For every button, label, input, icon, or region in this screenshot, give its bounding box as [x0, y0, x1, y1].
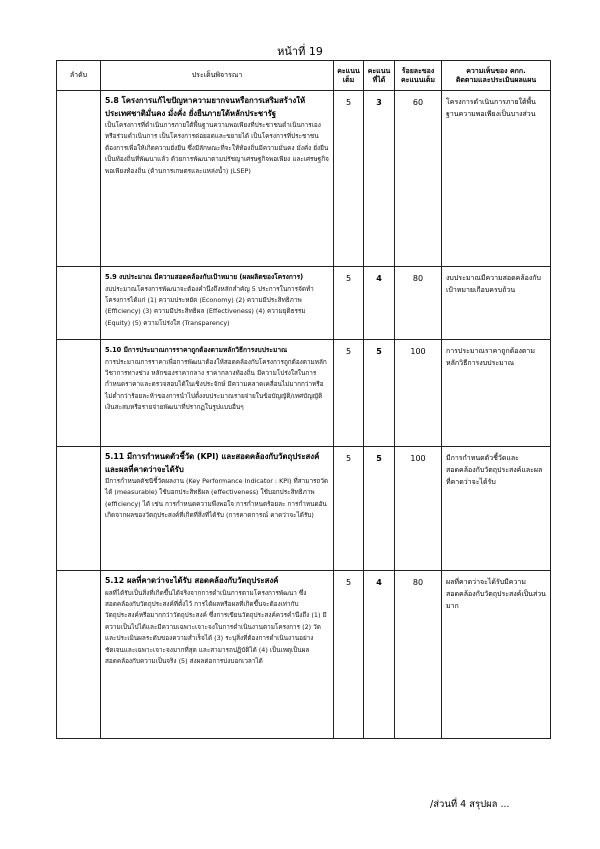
- row-issue: [101, 571, 334, 739]
- row-comment: ผลที่คาดว่าจะได้รับมีความสอดคล้องกับวัตถุประสงค์เป็นส่วนมาก: [442, 571, 551, 739]
- table-row: [57, 91, 551, 267]
- row-full-score: 5: [334, 447, 364, 571]
- page-number: หน้าที่ 19: [277, 45, 323, 58]
- header-order: ลำดับ: [57, 61, 101, 91]
- row-full-score: 5: [334, 91, 364, 267]
- table-row: [57, 571, 551, 739]
- row-comment: การประมาณราคาถูกต้องตามหลักวิธีการงบประมาณ: [442, 340, 551, 447]
- item-body: เป็นโครงการที่ดำเนินการภายใต้พื้นฐานความพอเพียงที่ประชาชนดำเนินการเองหรือร่วมดำเนินการ เป็นโครงการต่อยอดและขยายได้ เป็นโครงการที่ประชาชนต้องการเพื่อให้เกิดความยั่งยืน ซึ่งมีลักษณะที่จะให้ท้องถิ่นมีความมั่นคง มั่งคั่ง ยั่งยืน เป็นท้องถิ่นที่พัฒนาแล้ว ด้วยการพัฒนาตามปรัชญาเศรษฐกิจพอเพียง และเศรษฐกิจพอเพียงท้องถิ่น (ด้านการเกษตรและแหล่งน้ำ) (LSEP): [105, 121, 329, 175]
- row-percent: 100: [395, 447, 442, 571]
- row-full-score: 5: [334, 571, 364, 739]
- row-percent: 80: [395, 267, 442, 340]
- row-full-score: 5: [334, 267, 364, 340]
- row-percent: 100: [395, 340, 442, 447]
- continuation-note: /ส่วนที่ 4 สรุปผล ...: [430, 799, 510, 810]
- row-issue: [101, 267, 334, 340]
- row-score: 3: [364, 91, 395, 267]
- row-order: [57, 447, 101, 571]
- item-body: มีการกำหนดดัชนีชี้วัดผลงาน (Key Performance Indicator : KPI) ที่สามารถวัดได้ (measurable) ใช้บอกประสิทธิผล (effectiveness) ใช้บอกประสิทธิภาพ (efficiency) ได้ เช่น การกำหนดความพึงพอใจ การกำหนดร้อยละ การกำหนดอันเกิดจากผลของวัตถุประสงค์ที่เกิดที่สิ่งที่ได้รับ (การคาดการณ์ คาดว่าจะได้รับ): [105, 477, 329, 520]
- row-score: 4: [364, 571, 395, 739]
- row-score: 5: [364, 340, 395, 447]
- evaluation-table: [56, 60, 551, 739]
- row-issue: [101, 340, 334, 447]
- row-issue: [101, 91, 334, 267]
- item-title: 5.10 มีการประมาณการราคาถูกต้องตามหลักวิธีการงบประมาณ: [105, 346, 288, 354]
- row-score: 5: [364, 447, 395, 571]
- table-header-row: [57, 61, 551, 91]
- row-comment: โครงการดำเนินการภายใต้พื้นฐานความพอเพียงเป็นบางส่วน: [442, 91, 551, 267]
- row-order: [57, 340, 101, 447]
- row-order: [57, 91, 101, 267]
- item-body: การประมาณการราคาเพื่อการพัฒนาต้องให้สอดคล้องกับโครงการถูกต้องตามหลักวิชาการทางช่าง หลักของราคากลาง ราคากลางท้องถิ่น มีความโปร่งใสในการกำหนดราคาและตรวจสอบได้ในเชิงประจักษ์ มีความคลาดเคลื่อนไม่มากกว่าหรือไม่ต่ำกว่าร้อยละห้าของการนำไปตั้งงบประมาณรายจ่ายในข้อบัญญัติ/เทศบัญญัติ เงินสะสมหรือรายจ่ายพัฒนาที่ปรากฏในรูปแบบอื่นๆ: [105, 357, 327, 412]
- item-body: งบประมาณโครงการพัฒนาจะต้องคำนึงถึงหลักสำคัญ 5 ประการในการจัดทำโครงการได้แก่ (1) ความประหยัด (Economy) (2) ความมีประสิทธิภาพ (Efficiency) (3) ความมีประสิทธิผล (Effectiveness) (4) ความยุติธรรม (Equity) (5) ความโปร่งใส (Transparency): [105, 284, 314, 327]
- row-percent: 60: [395, 91, 442, 267]
- item-title: 5.8 โครงการแก้ไขปัญหาความยากจนหรือการเสริมสร้างให้ประเทศชาติมั่นคง มั่งคั่ง ยั่งยืนภายใต้หลักประชารัฐ: [105, 96, 306, 118]
- row-issue: [101, 447, 334, 571]
- header-percent: ร้อยละของ คะแนนเต็ม: [395, 61, 442, 91]
- row-full-score: 5: [334, 340, 364, 447]
- row-order: [57, 267, 101, 340]
- row-comment: มีการกำหนดตัวชี้วัดและสอดคล้องกับวัตถุประสงค์และผลที่คาดว่าจะได้รับ: [442, 447, 551, 571]
- header-issue: ประเด็นพิจารณา: [101, 61, 334, 91]
- item-title: 5.11 มีการกำหนดตัวชี้วัด (KPI) และสอดคล้องกับวัตถุประสงค์และผลที่คาดว่าจะได้รับ: [105, 452, 320, 474]
- row-percent: 80: [395, 571, 442, 739]
- header-comment: ความเห็นของ คกก. ติดตามและประเมินผลแผน: [442, 61, 551, 91]
- table-row: [57, 340, 551, 447]
- row-order: [57, 571, 101, 739]
- row-comment: งบประมาณมีความสอดคล้องกับเป้าหมายเกือบครบถ้วน: [442, 267, 551, 340]
- table-row: [57, 447, 551, 571]
- header-score: คะแนน ที่ได้: [364, 61, 395, 91]
- item-title: 5.9 งบประมาณ มีความสอดคล้องกับเป้าหมาย (ผลผลิตของโครงการ): [105, 273, 304, 281]
- item-body: ผลที่ได้รับเป็นสิ่งที่เกิดขึ้นได้จริงจากการดำเนินการตามโครงการพัฒนา ซึ่งสอดคล้องกับวัตถุประสงค์ที่ตั้งไว้ การได้ผลหรือผลที่เกิดขึ้นจะต้องเท่ากับวัตถุประสงค์หรือมากกว่าวัตถุประสงค์ ซึ่งการเขียนวัตถุประสงค์ควรคำนึงถึง (1) มีความเป็นไปได้และมีความเฉพาะเจาะจงในการดำเนินงานตามโครงการ (2) วัดและประเมินผลระดับของความสำเร็จได้ (3) ระบุสิ่งที่ต้องการดำเนินงานอย่างชัดเจนและเฉพาะเจาะจงมากที่สุด และสามารถปฏิบัติได้ (4) เป็นเหตุเป็นผล สอดคล้องกับความเป็นจริง (5) ส่งผลต่อการบ่งบอกเวลาได้: [105, 588, 327, 665]
- item-title: 5.12 ผลที่คาดว่าจะได้รับ สอดคล้องกับวัตถุประสงค์: [105, 576, 279, 585]
- row-score: 4: [364, 267, 395, 340]
- table-row: [57, 267, 551, 340]
- header-full-score: คะแนน เต็ม: [334, 61, 364, 91]
